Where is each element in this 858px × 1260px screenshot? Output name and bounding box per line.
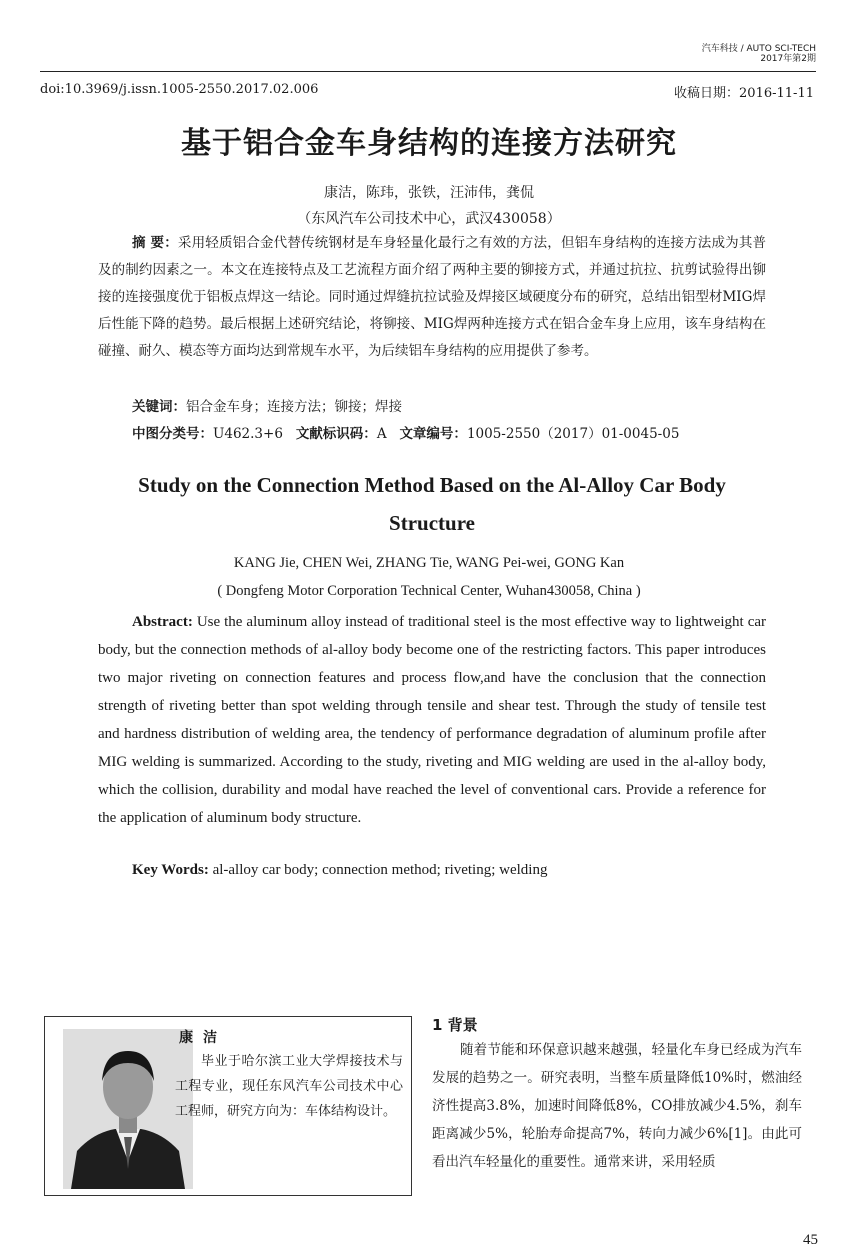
section-heading-background: 1 背景 — [432, 1016, 478, 1034]
keywords-en-text: al-alloy car body; connection method; riveting; welding — [212, 862, 548, 878]
doi-text: doi:10.3969/j.issn.1005-2550.2017.02.006 — [40, 82, 319, 97]
abstract-cn-label: 摘 要： — [132, 235, 178, 251]
keywords-cn-label: 关键词： — [132, 399, 186, 415]
affiliation-en: ( Dongfeng Motor Corporation Technical Center, Wuhan430058, China ) — [217, 583, 641, 599]
keywords-en — [132, 862, 547, 879]
abstract-en — [98, 608, 766, 832]
journal-header — [702, 44, 816, 64]
page-number: 45 — [803, 1232, 818, 1248]
bio-description: 毕业于哈尔滨工业大学焊接技术与工程专业，现任东风汽车公司技术中心工程师，研究方向为：车体结构设计。 — [175, 1054, 403, 1119]
bio-author-name: 康洁 — [179, 1030, 227, 1046]
abstract-cn — [98, 230, 766, 365]
doc-code-label: 文献标识码： — [295, 426, 377, 442]
section-body-text: 随着节能和环保意识越来越强，轻量化车身已经成为汽车发展的趋势之一。研究表明，当整车质量降低10%时，燃油经济性提高3.8%，加速时间降低8%，CO排放减少4.5%，刹车距离减少5%，轮胎寿命提高7%，转向力减少6%[1]。由此可看出汽车轻量化的重要性。通常来讲，采用轻质 — [432, 1042, 802, 1170]
journal-issue: 2017年第2期 — [760, 54, 816, 64]
article-no-label: 文章编号： — [399, 426, 467, 442]
affiliation-cn: （东风汽车公司技术中心，武汉430058） — [297, 211, 561, 227]
abstract-en-text: Use the aluminum alloy instead of traditional steel is the most effective way to lightweight car body, but the connection methods of al-alloy body become one of the restricting factors. This paper introduces two major riveting on connection features and process flow,and have the conclusion that the connection strength of riveting better than spot welding through tensile and shear test. Through the study of tensile test and hardness distribution of welding area, the tendency of performance degradation of aluminum profile after MIG welding is summarized. According to the study, riveting and MIG welding are used in the al-alloy body, which the collision, durability and modal have reached the level of conventional cars. Provide a reference for the application of aluminum body structure. — [98, 614, 767, 826]
authors-en: KANG Jie, CHEN Wei, ZHANG Tie, WANG Pei-wei, GONG Kan — [233, 555, 625, 571]
classification-line — [132, 422, 679, 442]
header-rule — [40, 71, 816, 72]
clc-value: U462.3+6 — [213, 426, 283, 442]
journal-name: 汽车科技 / AUTO SCI-TECH — [701, 44, 816, 54]
author-bio-box — [44, 1016, 412, 1196]
author-photo — [63, 1029, 193, 1189]
keywords-en-label: Key Words: — [132, 862, 209, 878]
article-no-value: 1005-2550（2017）01-0045-05 — [466, 426, 680, 442]
abstract-cn-text: 采用轻质铝合金代替传统钢材是车身轻量化最行之有效的方法，但铝车身结构的连接方法成为其普及的制约因素之一。本文在连接特点及工艺流程方面介绍了两种主要的铆接方式，并通过抗拉、抗剪试验得出铆接的连接强度优于铝板点焊这一结论。同时通过焊缝抗拉试验及焊接区域硬度分布的研究，总结出铝型材MIG焊后性能下降的趋势。最后根据上述研究结论，将铆接、MIG焊两种连接方式在铝合金车身上应用，该车身结构在碰撞、耐久、模态等方面均达到常规车水平，为后续铝车身结构的应用提供了参考。 — [98, 235, 766, 359]
paper-title-cn: 基于铝合金车身结构的连接方法研究 — [181, 126, 677, 161]
abstract-en-label: Abstract: — [132, 614, 193, 630]
doc-code-value: A — [376, 426, 387, 442]
keywords-cn-text: 铝合金车身；连接方法；铆接；焊接 — [186, 399, 402, 415]
clc-label: 中图分类号： — [132, 426, 213, 442]
received-date: 收稿日期：2016-11-11 — [674, 86, 814, 101]
keywords-cn — [132, 394, 772, 421]
paper-title-en: Study on the Connection Method Based on the Al-Alloy Car Body Structure — [138, 473, 726, 535]
authors-cn: 康洁，陈玮，张铁，汪沛伟，龚侃 — [324, 185, 534, 201]
